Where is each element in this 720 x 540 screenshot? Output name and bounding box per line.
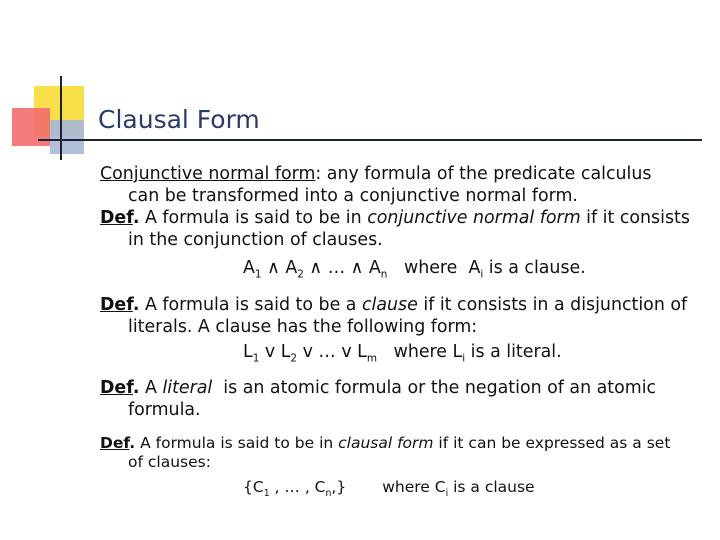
paragraph-def-cnf xyxy=(100,207,705,251)
f2-tail: is a literal. xyxy=(465,342,562,362)
slide-title: Clausal Form xyxy=(98,105,260,134)
f1-sub1: 1 xyxy=(254,268,262,281)
cnf-intro-text: : any formula of the predicate calculus xyxy=(315,164,652,184)
def-clause-line2: literals. A clause has the following form: xyxy=(128,317,478,337)
def-literal-line2: formula. xyxy=(128,400,201,420)
decor-square-blue xyxy=(50,120,84,154)
def-label: Def xyxy=(100,378,133,398)
def-dot: . xyxy=(129,434,136,452)
f1-tail: is a clause. xyxy=(483,258,586,278)
formula-disjunction xyxy=(243,342,562,364)
f3-sub1: 1 xyxy=(263,488,270,500)
def-label: Def xyxy=(100,208,133,228)
def-clausal-line2: of clauses: xyxy=(128,452,211,471)
f3-where: where C xyxy=(382,478,446,496)
def-clause-text-b: if it consists in a disjunction of xyxy=(417,295,688,315)
formula-conjunction xyxy=(243,258,586,280)
f3-tail: is a clause xyxy=(448,478,535,496)
def-clause-italic: clause xyxy=(361,295,418,315)
def-literal-italic: literal xyxy=(162,378,213,398)
f3-open: {C xyxy=(243,478,264,496)
def-dot: . xyxy=(132,378,140,398)
f1-sub2: 2 xyxy=(297,268,304,281)
f1-op2: ∧ … ∧ A xyxy=(303,258,381,278)
def-literal-text-a: A xyxy=(139,378,163,398)
def-clausal-italic: clausal form xyxy=(338,434,434,452)
f3-mid: , … , C xyxy=(269,478,326,496)
def-dot: . xyxy=(132,295,140,315)
paragraph-def-literal xyxy=(100,377,705,421)
f3-close: ,} xyxy=(331,478,347,496)
decor-vertical-line xyxy=(60,76,62,160)
paragraph-def-clause xyxy=(100,294,705,338)
def-cnf-text-a: A formula is said to be in xyxy=(139,208,368,228)
f1-op1: ∧ A xyxy=(261,258,298,278)
f1-subi: i xyxy=(480,268,484,281)
f2-op1: v L xyxy=(259,342,291,362)
f2-op2: v … v L xyxy=(297,342,367,362)
f2-where: where L xyxy=(377,342,463,362)
def-cnf-text-b: if it consists xyxy=(580,208,690,228)
f3-subi: i xyxy=(445,488,449,500)
f3-subn: n xyxy=(325,488,332,500)
def-clausal-text-b: if it can be expressed as a set xyxy=(433,434,671,452)
formula-clause-set xyxy=(243,478,535,499)
f2-subm: m xyxy=(366,352,378,365)
def-dot: . xyxy=(132,208,140,228)
f2-l: L xyxy=(243,342,253,362)
f1-a: A xyxy=(243,258,255,278)
def-clausal-text-a: A formula is said to be in xyxy=(135,434,339,452)
def-literal-text-b: is an atomic formula or the negation of an atomic xyxy=(212,378,657,398)
f2-sub2: 2 xyxy=(290,352,298,365)
def-clause-text-a: A formula is said to be a xyxy=(139,295,362,315)
term-conjunctive-normal-form: Conjunctive normal form xyxy=(100,164,316,184)
def-label: Def xyxy=(100,434,130,452)
paragraph-cnf-intro xyxy=(100,163,705,207)
def-cnf-italic: conjunctive normal form xyxy=(367,208,581,228)
cnf-intro-line2: can be transformed into a conjunctive normal form. xyxy=(128,186,578,206)
def-label: Def xyxy=(100,295,133,315)
f2-sub1: 1 xyxy=(252,352,260,365)
title-underline xyxy=(38,139,702,141)
paragraph-def-clausal-form xyxy=(100,434,705,471)
f2-subi: i xyxy=(462,352,466,365)
f1-where: where A xyxy=(387,258,481,278)
def-cnf-line2: in the conjunction of clauses. xyxy=(128,230,383,250)
f1-subn: n xyxy=(380,268,388,281)
